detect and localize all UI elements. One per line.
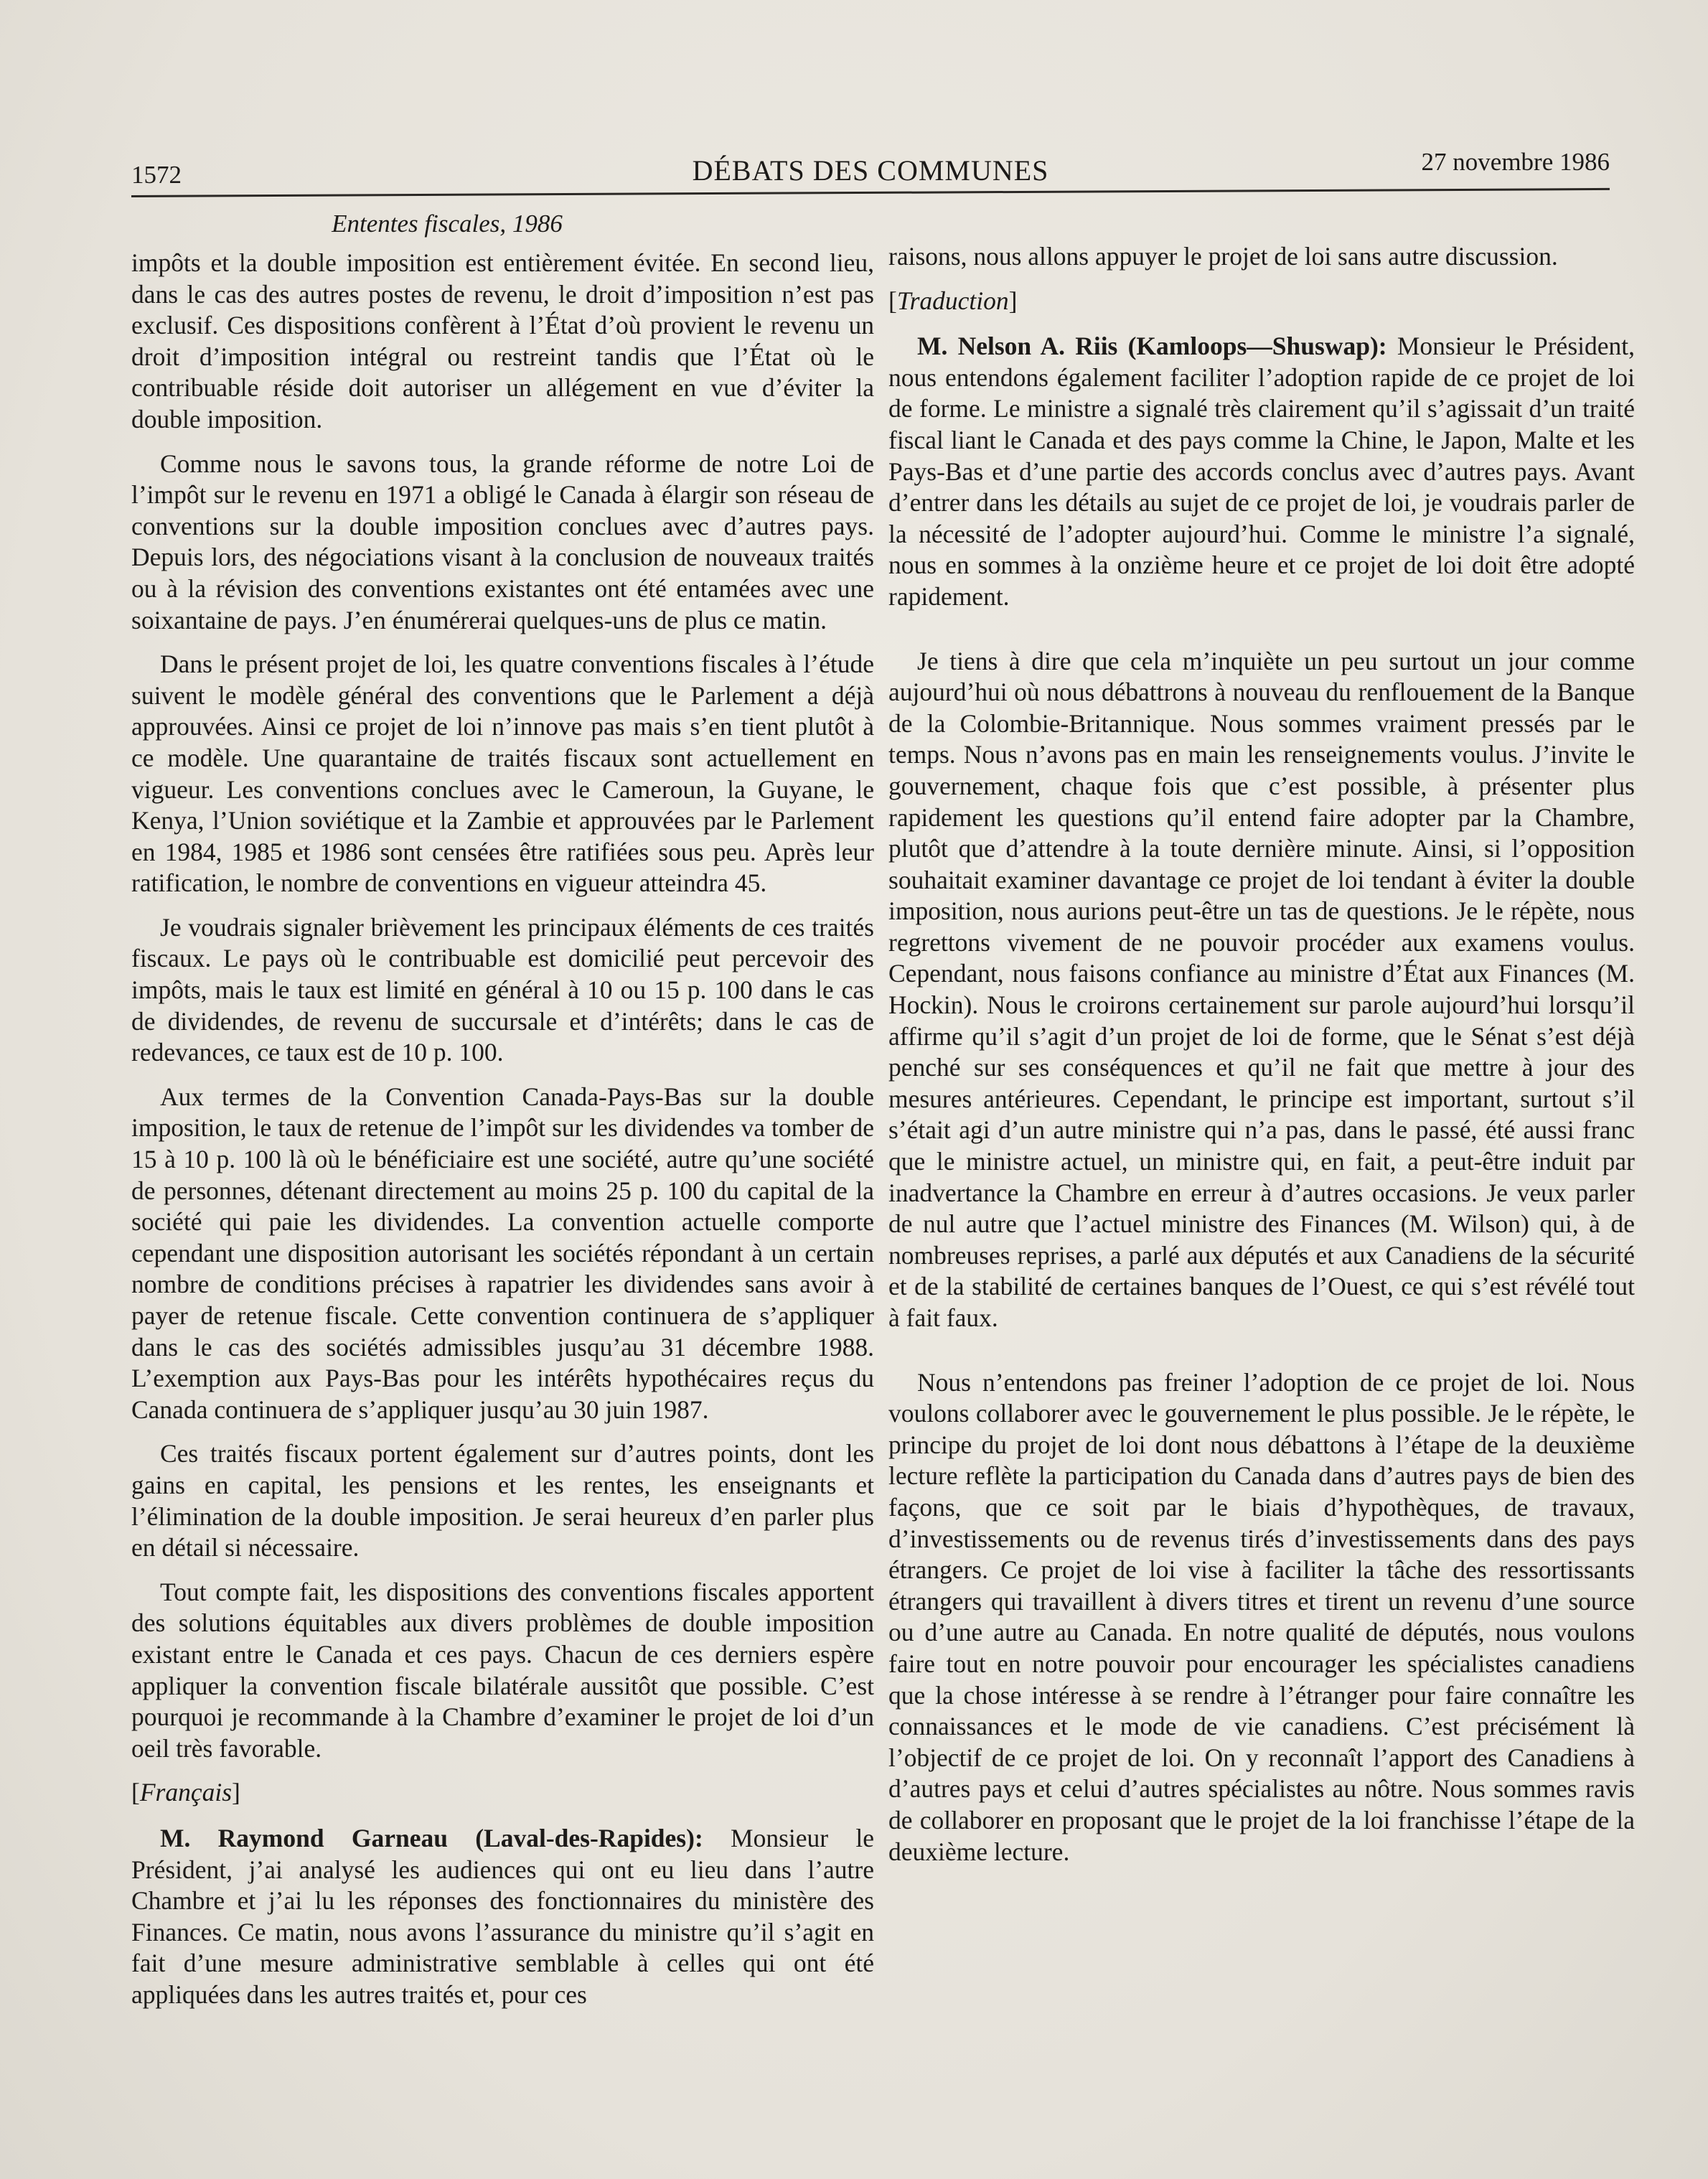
page-number: 1572 [131, 161, 182, 189]
paragraph: Dans le présent projet de loi, les quatre conventions fiscales à l’étude suivent le modèle général des conventions que le Parlement a déjà approuvées. Ainsi ce projet de loi n’innove pas mais s’en tient plutôt à ce modèle. Une quarantaine de traités fiscaux sont actuellement en vigueur. Les conventions conclues avec le Cameroun, la Guyane, le Kenya, l’Union soviétique et la Zambie et approuvées par le Parlement en 1984, 1985 et 1986 sont censées être ratifiées sous peu. Après leur ratification, le nombre de conventions en vigueur atteindra 45. [131, 650, 874, 898]
speech-text: Monsieur le Président, j’ai analysé les audiences qui ont eu lieu dans l’autre Chambre et j’ai lu les réponses des fonctionnaires du ministère des Finances. Ce matin, nous avons l’assurance du ministre qu’il s’agit en fait d’une mesure administrative semblable à celles qui ont été appliquées dans les autres traités et, pour ces [131, 1823, 874, 2009]
speech-paragraph [888, 331, 1635, 612]
paragraph: Ces traités fiscaux portent également sur d’autres points, dont les gains en capital, les pensions et les rentes, les enseignants et l’élimination de la double imposition. Je serai heureux d’en parler plus en détail si nécessaire. [131, 1439, 874, 1562]
publication-title: DÉBATS DES COMMUNES [692, 154, 1049, 187]
continued-paragraph: raisons, nous allons appuyer le projet de loi sans autre discussion. [888, 242, 1558, 271]
paragraph: Aux termes de la Convention Canada-Pays-Bas sur la double imposition, le taux de retenue de l’impôt sur les dividendes va tomber de 15 à 10 p. 100 là où le bénéficiaire est une société, autre qu’une société de personnes, détenant directement au moins 25 p. 100 du capital de la société qui paie les dividendes. La convention actuelle comporte cependant une disposition autorisant les sociétés répondant à un certain nombre de conditions précises à rapatrier les dividendes sans avoir à payer de retenue fiscale. Cette convention continuera de s’appliquer dans le cas des sociétés admissibles jusqu’au 31 décembre 1988. L’exemption aux Pays-Bas pour les intérêts hypothécaires reçus du Canada continuera de s’appliquer jusqu’au 30 juin 1987. [131, 1082, 874, 1424]
speech-text: Monsieur le Président, nous entendons également faciliter l’adoption rapide de ce projet de loi de forme. Le ministre a signalé très clairement qu’il s’agissait d’un traité fiscal liant le Canada et des pays comme la Chine, le Japon, Malte et les Pays-Bas et d’une partie des accords conclus avec d’autres pays. Avant d’entrer dans les détails au sujet de ce projet de loi, je voudrais parler de la nécessité de l’adopter aujourd’hui. Comme le ministre l’a signalé, nous en sommes à la onzième heure et ce projet de loi doit être adopté rapidement. [888, 332, 1635, 611]
speaker-name: M. Nelson A. Riis (Kamloops—Shuswap): [917, 332, 1387, 361]
paragraph: Je tiens à dire que cela m’inquiète un peu surtout un jour comme aujourd’hui où nous débattrons à nouveau du renflouement de la Banque de la Colombie-Britannique. Nous sommes vraiment pressés par le temps. Nous n’avons pas en main les renseignements voulus. J’invite le gouvernement, chaque fois que c’est possible, à présenter plus rapidement les questions qu’il entend faire adopter par la Chambre, plutôt que d’attendre à la toute dernière minute. Ainsi, si l’opposition souhaitait examiner davantage ce projet de loi tendant à éviter la double imposition, nous aurions peut-être un tas de questions. Je le répète, nous regrettons vivement de ne pouvoir procéder aux examens voulus. Cependant, nous faisons confiance au ministre d’État aux Finances (M. Hockin). Nous le croirons certainement sur parole aujourd’hui lorsqu’il affirme qu’il s’agit d’un projet de loi de forme, que le Sénat s’est déjà penché sur ses conséquences et qu’il ne fait que mettre à jour des mesures antérieures. Cependant, le principe est important, surtout s’il s’était agi d’un autre ministre qui n’a pas, dans le passé, été aussi franc que le ministre actuel, un ministre qui, en fait, a peut-être induit par inadvertance la Chambre en erreur à d’autres occasions. Je veux parler de nul autre que l’actuel ministre des Finances (M. Wilson) qui, à de nombreuses reprises, a parlé aux députés et aux Canadiens de la sécurité et de la stabilité de certaines banques de l’Ouest, ce qui s’est révélé tout à fait faux. [888, 646, 1635, 1332]
speaker-name: M. Raymond Garneau (Laval-des-Rapides): [160, 1823, 703, 1852]
language-tag-label: Traduction [896, 286, 1009, 315]
left-column [131, 248, 874, 2023]
section-subheading: Ententes fiscales, 1986 [332, 210, 563, 238]
sitting-date: 27 novembre 1986 [1421, 148, 1610, 176]
paragraph: Comme nous le savons tous, la grande réforme de notre Loi de l’impôt sur le revenu en 1971 a obligé le Canada à élargir son réseau de conventions sur la double imposition conclues avec d’autres pays. Depuis lors, des négociations visant à la conclusion de nouveaux traités ou à la révision des conventions existantes ont été entamées avec une soixantaine de pays. J’en énumérerai quelques-uns de plus ce matin. [131, 449, 874, 634]
paragraph: Nous n’entendons pas freiner l’adoption de ce projet de loi. Nous voulons collaborer avec le gouvernement le plus possible. Je le répète, le principe du projet de loi dont nous débattons à l’étape de la deuxième lecture reflète la participation du Canada dans d’autres pays de bien des façons, que ce soit par le biais d’hypothèques, de travaux, d’investissements ou de revenus tirés d’investissements dans des pays étrangers. Ce projet de loi vise à faciliter la tâche des ressortissants étrangers qui travaillent à divers titres et tirent un revenu d’une source ou d’une autre au Canada. En notre qualité de députés, nous voulons faire tout en notre pouvoir pour encourager les spécialistes canadiens que la chose intéresse à se rendre à l’étranger pour faire connaître les connaissances et le mode de vie canadiens. C’est précisément là l’objectif de ce projet de loi. On y reconnaît l’apport des Canadiens à d’autres pays et celui d’autres spécialistes au nôtre. Nous sommes ravis de collaborer en proposant que le projet de la loi franchisse l’étape de la deuxième lecture. [888, 1367, 1635, 1866]
continued-paragraph: impôts et la double imposition est entièrement évitée. En second lieu, dans le cas des autres postes de revenu, le droit d’imposition n’est pas exclusif. Ces dispositions confèrent à l’État d’où provient le revenu un droit d’imposition intégral ou restreint tandis que l’État où le contribuable réside doit autoriser un allégement en vue d’éviter la double imposition. [131, 248, 874, 434]
language-tag-label: Français [139, 1778, 233, 1807]
paragraph: Tout compte fait, les dispositions des conventions fiscales apportent des solutions équitables aux divers problèmes de double imposition existant entre le Canada et ces pays. Chacun de ces derniers espère appliquer la convention fiscale bilatérale aussitôt que possible. C’est pourquoi je recommande à la Chambre d’examiner le projet de loi d’un oeil très favorable. [131, 1577, 874, 1763]
page-header [131, 144, 1610, 194]
language-tag: [Français] [131, 1778, 240, 1807]
speech-paragraph [131, 1823, 874, 2011]
right-column [888, 241, 1635, 1880]
language-tag: [Traduction] [888, 286, 1018, 315]
paragraph: Je voudrais signaler brièvement les principaux éléments de ces traités fiscaux. Le pays où le contribuable est domicilié peut percevoir des impôts, mais le taux est limité en général à 10 ou 15 p. 100 dans le cas de dividendes, de revenu de succursale et d’intérêts; dans le cas de redevances, ce taux est de 10 p. 100. [131, 912, 874, 1067]
